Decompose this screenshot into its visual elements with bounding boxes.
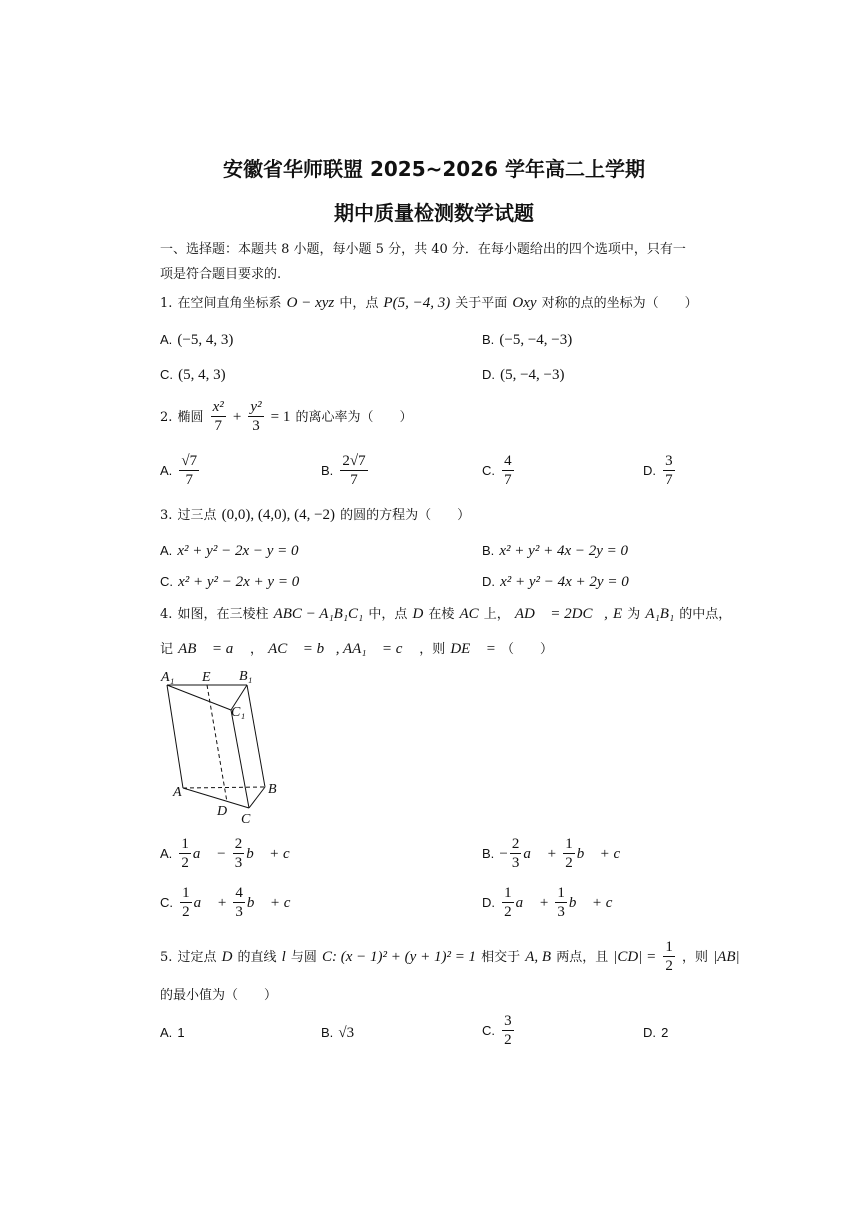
q5-option-c[interactable] (482, 1012, 516, 1049)
vector-a: a⃗ (515, 895, 535, 911)
q4-line2-b: ，则 (419, 642, 446, 657)
coef-1: $\frac{1}{2}$ (504, 885, 512, 920)
q4-option-a[interactable] (160, 835, 301, 872)
question-5-stem-line-1 (160, 938, 740, 975)
q5-cd: |CD| = (613, 949, 657, 965)
section-instructions-line-2: 项是符合题目要求的. (160, 267, 282, 282)
edge-bb1 (247, 685, 265, 787)
q5-text-e: 两点，且 (556, 950, 609, 965)
q4-prism: ABC − A₁B₁C₁ (273, 606, 364, 622)
option-label: A. (160, 332, 173, 347)
vector-a: a⃗ (192, 846, 213, 862)
prism-figure (155, 665, 295, 830)
q3-text-b: 的圆的方程为（ ） (340, 508, 471, 523)
option-label: B. (321, 1025, 334, 1040)
q4-edge-a1b1: A₁B₁ (645, 606, 675, 622)
q5-option-a[interactable] (160, 1022, 185, 1041)
edge-ab-hidden (183, 787, 265, 788)
q1-option-c[interactable] (160, 364, 226, 384)
q5-option-d[interactable] (643, 1022, 668, 1041)
option-value: √3 (338, 1025, 355, 1041)
question-4-stem-line-1 (160, 603, 731, 623)
option-label: D. (643, 1025, 656, 1040)
option-label: C. (160, 895, 173, 910)
question-1-stem (160, 292, 698, 312)
label-a: A (173, 785, 182, 800)
option-fraction: $\frac{√7}{7}$ (181, 453, 198, 488)
q2-number: 2. (160, 410, 173, 425)
q3-points: (0,0), (4,0), (4, −2) (221, 507, 336, 523)
coef-1: $\frac{1}{2}$ (181, 836, 189, 871)
q5-text-d: 相交于 (481, 950, 521, 965)
q4-separator: ， (250, 642, 264, 657)
operator: + (539, 895, 549, 911)
option-label: B. (321, 463, 334, 478)
q1-coordinate-system: O − xyz (286, 295, 335, 311)
q4-edge-ac: AC (459, 606, 479, 622)
q4-line2-a: 记 (160, 642, 174, 657)
q4-text-a: 如图，在三棱柱 (177, 607, 269, 622)
edge-a1c1 (167, 685, 231, 710)
option-label: B. (482, 332, 495, 347)
q5-text-a: 过定点 (177, 950, 217, 965)
coef-2: $\frac{4}{3}$ (235, 885, 243, 920)
q3-text-a: 过三点 (177, 508, 217, 523)
section-instructions-line-1: 一、选择题：本题共 8 小题，每小题 5 分，共 40 分．在每小题给出的四个选项中，只有一 (160, 242, 686, 257)
vector-b-plus-c: b⃗ + c⃗ (246, 846, 302, 862)
edge-ac (183, 788, 249, 808)
edge-bc (249, 787, 265, 808)
q5-text-c: 与圆 (290, 950, 317, 965)
q4-option-b[interactable] (482, 835, 632, 872)
option-value: (−5, 4, 3) (177, 332, 234, 348)
q2-fraction-y: $\frac{\text{y²}}{3}$ (250, 399, 262, 434)
option-value: 1 (177, 1025, 185, 1040)
option-label: C. (160, 367, 173, 382)
q2-option-c[interactable] (482, 452, 516, 489)
option-label: B. (482, 846, 495, 861)
q5-number: 5. (160, 950, 173, 965)
sign: − (499, 846, 508, 862)
q4-relation: AD⃗ = 2DC⃗, (514, 606, 608, 622)
option-fraction: $\frac{2√7}{7}$ (342, 453, 366, 488)
coef-1: $\frac{1}{2}$ (182, 885, 190, 920)
q2-option-a[interactable] (160, 452, 201, 489)
q1-text-b: 中，点 (339, 296, 379, 311)
coef-2: $\frac{1}{3}$ (557, 885, 565, 920)
option-fraction: $\frac{4}{7}$ (504, 453, 512, 488)
option-label: A. (160, 846, 173, 861)
option-value: x² + y² + 4x − 2y = 0 (499, 543, 629, 559)
q5-text-b: 的直线 (237, 950, 277, 965)
q4-vectors-ac-aa1: AC⃗ = b⃗, AA₁⃗ = c⃗ (268, 641, 415, 657)
q5-points-ab: A, B (525, 949, 552, 965)
q1-text-c: 关于平面 (455, 296, 508, 311)
q2-fraction-x: $\frac{\text{x²}}{7}$ (212, 399, 224, 434)
label-c: C (241, 812, 251, 827)
question-4-stem-line-2 (160, 638, 553, 658)
coef-1: $\frac{2}{3}$ (511, 836, 520, 871)
option-label: B. (482, 543, 495, 558)
q5-point-d: D (221, 949, 233, 965)
option-value: (5, −4, −3) (500, 367, 565, 383)
option-label: D. (482, 895, 495, 910)
q5-option-b[interactable] (321, 1022, 354, 1042)
vector-b-plus-c: b⃗ + c⃗ (576, 846, 632, 862)
coef-2: $\frac{1}{2}$ (565, 836, 573, 871)
q1-number: 1. (160, 296, 173, 311)
vector-b-plus-c: b⃗ + c⃗ (246, 895, 303, 911)
label-c1: C₁ (231, 705, 246, 720)
option-value: x² + y² − 2x + y = 0 (178, 574, 300, 590)
q5-circle: C: (x − 1)² + (y + 1)² = 1 (322, 949, 477, 965)
vector-a: a⃗ (193, 895, 213, 911)
q1-text-d: 对称的点的坐标为（ ） (541, 296, 698, 311)
q4-option-c[interactable] (160, 884, 302, 921)
option-label: D. (482, 574, 495, 589)
coef-2: $\frac{2}{3}$ (234, 836, 243, 871)
option-fraction: $\frac{3}{2}$ (504, 1013, 512, 1048)
option-label: C. (482, 463, 495, 478)
q1-option-b[interactable] (482, 329, 572, 349)
q4-text-b: 中，点 (368, 607, 408, 622)
label-b1: B₁ (239, 669, 253, 684)
segment-de (207, 685, 227, 802)
q4-text-e: 为 (627, 607, 641, 622)
option-label: D. (643, 463, 656, 478)
option-label: C. (160, 574, 173, 589)
q5-cd-fraction: $\frac{1}{2}$ (665, 939, 673, 974)
vector-a: a⃗ (523, 846, 543, 862)
question-2-stem (160, 398, 413, 435)
q2-plus: + (232, 409, 242, 425)
q4-vector-de: DE⃗ = (450, 641, 496, 657)
option-value: x² + y² − 4x + 2y = 0 (500, 574, 629, 590)
option-label: A. (160, 1025, 173, 1040)
option-label: D. (482, 367, 495, 382)
option-fraction: $\frac{3}{7}$ (665, 453, 673, 488)
q2-text-a: 椭圆 (177, 410, 204, 425)
option-value: 2 (661, 1025, 669, 1040)
edge-aa1 (167, 685, 183, 788)
question-3-stem (160, 504, 470, 524)
question-5-stem-line-2: 的最小值为（ ） (160, 988, 278, 1003)
q4-line2-c: （ ） (500, 642, 553, 657)
q4-vector-ab: AB⃗ = a⃗ (178, 641, 245, 657)
q4-number: 4. (160, 607, 173, 622)
q3-option-b[interactable] (482, 540, 628, 560)
option-value: x² + y² − 2x − y = 0 (177, 543, 299, 559)
q2-equals: = 1 (270, 409, 291, 425)
q2-option-b[interactable] (321, 452, 370, 489)
option-label: C. (482, 1023, 495, 1038)
operator: + (217, 895, 227, 911)
q4-text-d: 上， (483, 607, 510, 622)
q3-option-c[interactable] (160, 571, 299, 591)
q4-text-c: 在棱 (428, 607, 455, 622)
label-e: E (202, 670, 211, 685)
q1-text-a: 在空间直角坐标系 (177, 296, 282, 311)
label-a1: A₁ (161, 670, 175, 685)
option-label: A. (160, 463, 173, 478)
q1-option-a[interactable] (160, 329, 233, 349)
label-b: B (268, 782, 277, 797)
option-value: (−5, −4, −3) (499, 332, 573, 348)
q5-text-f: ，则 (681, 950, 708, 965)
q4-point-e: E (613, 606, 623, 622)
option-value: (5, 4, 3) (178, 367, 226, 383)
q3-option-d[interactable] (482, 571, 629, 591)
edge-cc1 (231, 710, 249, 808)
q5-abs-ab: |AB| (713, 949, 740, 965)
label-d: D (217, 804, 228, 819)
q4-point-d: D (412, 606, 424, 622)
page-title-line-2: 期中质量检测数学试题 (334, 201, 534, 225)
option-label: A. (160, 543, 173, 558)
q1-option-d[interactable] (482, 364, 565, 384)
q2-option-d[interactable] (643, 452, 677, 489)
q3-option-a[interactable] (160, 540, 299, 560)
vector-b-plus-c: b⃗ + c⃗ (568, 895, 625, 911)
q4-text-f: 的中点， (679, 607, 732, 622)
q5-line-l: l (281, 949, 286, 965)
q3-number: 3. (160, 508, 173, 523)
q4-option-d[interactable] (482, 884, 624, 921)
page-title-line-1: 安徽省华师联盟 2025~2026 学年高二上学期 (222, 157, 645, 181)
q1-plane: Oxy (512, 295, 537, 311)
q1-point: P(5, −4, 3) (383, 295, 451, 311)
operator: − (217, 846, 226, 862)
q2-text-b: 的离心率为（ ） (295, 410, 413, 425)
operator: + (547, 846, 557, 862)
